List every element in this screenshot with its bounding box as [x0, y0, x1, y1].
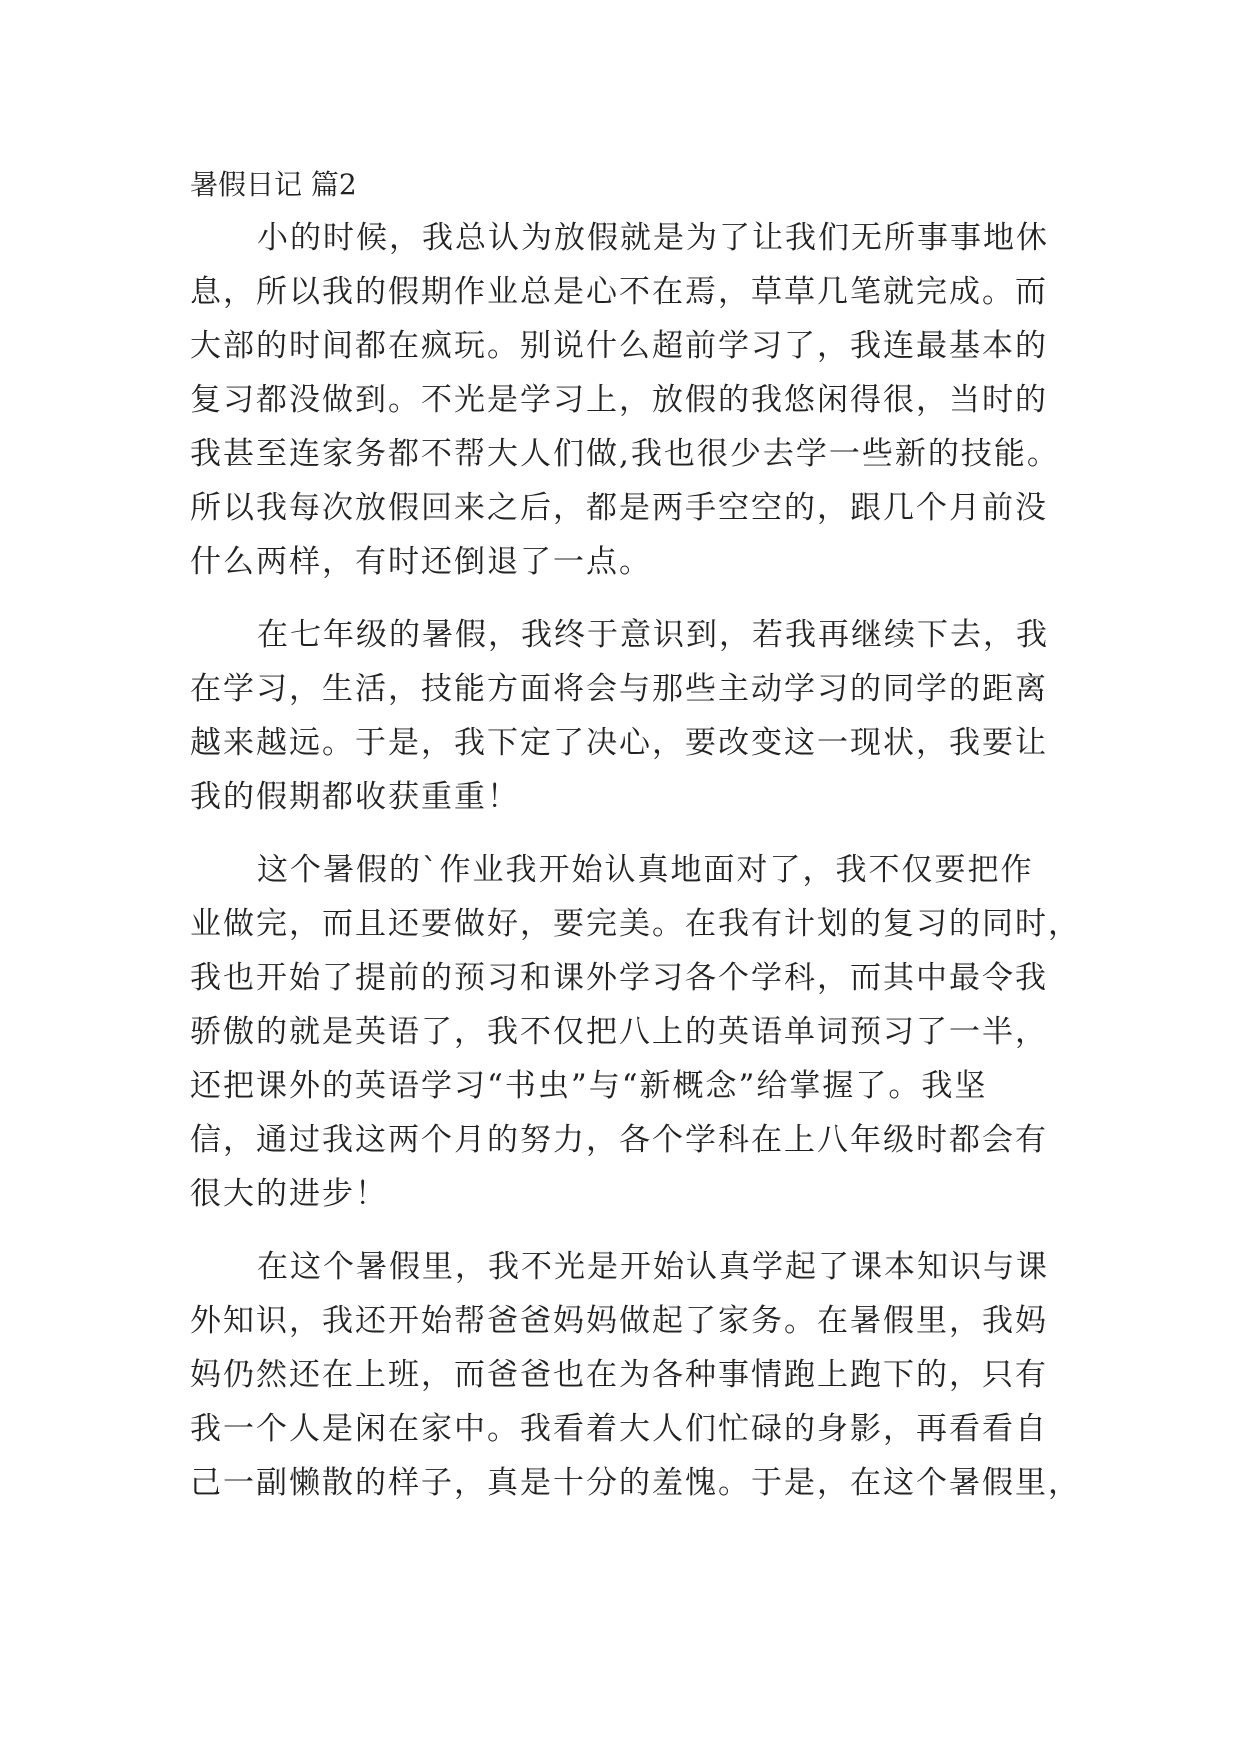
paragraph-2-line-4: 我的假期都收获重重！ — [190, 779, 520, 815]
document-title: 暑假日记 篇2 — [190, 168, 357, 201]
paragraph-4-line-5: 己一副懒散的样子，真是十分的羞愧。于是，在这个暑假里， — [190, 1465, 1081, 1501]
paragraph-3-line-5: 还把课外的英语学习“书虫”与“新概念”给掌握了。我坚 — [190, 1068, 988, 1104]
paragraph-3-line-1: 这个暑假的`作业我开始认真地面对了，我不仅要把作 — [257, 852, 1034, 888]
paragraph-3-line-7: 很大的进步！ — [190, 1176, 388, 1212]
paragraph-1-line-5: 我甚至连家务都不帮大人们做,我也很少去学一些新的技能。 — [190, 436, 1060, 472]
paragraph-4-line-2: 外知识，我还开始帮爸爸妈妈做起了家务。在暑假里，我妈 — [190, 1303, 1048, 1339]
paragraph-2-line-2: 在学习，生活，技能方面将会与那些主动学习的同学的距离 — [190, 671, 1048, 707]
paragraph-1-line-7: 什么两样，有时还倒退了一点。 — [190, 544, 652, 580]
paragraph-1-line-6: 所以我每次放假回来之后，都是两手空空的，跟几个月前没 — [190, 490, 1048, 526]
paragraph-3-line-2: 业做完，而且还要做好，要完美。在我有计划的复习的同时， — [190, 906, 1081, 942]
paragraph-1-line-2: 息，所以我的假期作业总是心不在焉，草草几笔就完成。而 — [190, 274, 1048, 310]
paragraph-1-line-1: 小的时候，我总认为放假就是为了让我们无所事事地休 — [257, 220, 1049, 256]
paragraph-3-line-3: 我也开始了提前的预习和课外学习各个学科，而其中最令我 — [190, 960, 1048, 996]
paragraph-2-line-1: 在七年级的暑假，我终于意识到，若我再继续下去，我 — [257, 617, 1049, 653]
paragraph-3-line-4: 骄傲的就是英语了，我不仅把八上的英语单词预习了一半， — [190, 1014, 1048, 1050]
paragraph-4-line-4: 我一个人是闲在家中。我看着大人们忙碌的身影，再看看自 — [190, 1411, 1048, 1447]
paragraph-4-line-1: 在这个暑假里，我不光是开始认真学起了课本知识与课 — [257, 1249, 1049, 1285]
paragraph-1-line-4: 复习都没做到。不光是学习上，放假的我悠闲得很，当时的 — [190, 382, 1048, 418]
paragraph-1-line-3: 大部的时间都在疯玩。别说什么超前学习了，我连最基本的 — [190, 328, 1048, 364]
paragraph-3-line-6: 信，通过我这两个月的努力，各个学科在上八年级时都会有 — [190, 1122, 1048, 1158]
paragraph-2-line-3: 越来越远。于是，我下定了决心，要改变这一现状，我要让 — [190, 725, 1048, 761]
paragraph-4-line-3: 妈仍然还在上班，而爸爸也在为各种事情跑上跑下的，只有 — [190, 1357, 1048, 1393]
